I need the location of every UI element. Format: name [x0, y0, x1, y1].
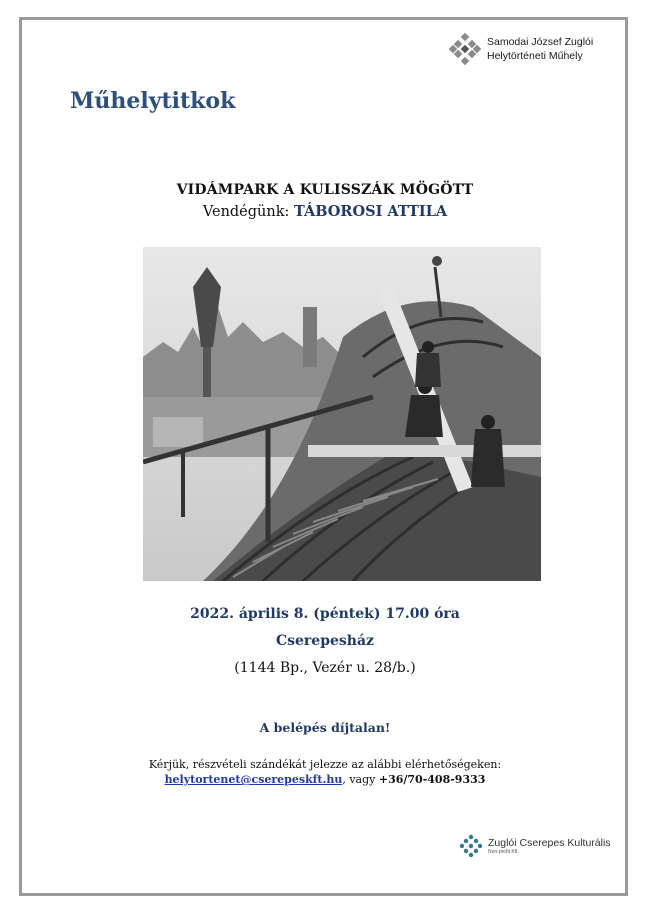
org-footer [459, 834, 611, 858]
page-title: Műhelytitkok [70, 88, 236, 114]
org-name-line1: Samodai József Zuglói [487, 36, 594, 48]
free-entry-notice: A belépés díjtalan! [259, 720, 391, 735]
guest-prefix: Vendégünk: [202, 204, 295, 220]
contact-details [0, 773, 650, 786]
footer-org-sub: Non-profit Kft. [488, 848, 519, 855]
guest-line [0, 203, 650, 220]
phone-number: +36/70-408-9333 [378, 773, 486, 786]
event-headline: VIDÁMPARK A KULISSZÁK MÖGÖTT [176, 182, 474, 198]
email-link[interactable]: helytortenet@cserepeskft.hu [164, 773, 343, 786]
guest-name: TÁBOROSI ATTILA [294, 203, 448, 220]
event-date: 2022. április 8. (péntek) 17.00 óra [190, 606, 460, 622]
event-address: (1144 Bp., Vezér u. 28/b.) [234, 660, 416, 676]
diamond-dots-logo-icon [448, 32, 482, 66]
org-name-line2: Helytörténeti Műhely [487, 50, 583, 62]
footer-org-name: Zuglói Cserepes Kulturális [488, 836, 611, 849]
org-header [448, 32, 593, 66]
event-venue: Cserepesház [276, 633, 374, 649]
event-photo [143, 247, 541, 581]
contact-intro: Kérjük, részvételi szándékát jelezze az alábbi elérhetőségeken: [148, 758, 502, 771]
cross-dots-logo-icon [459, 834, 483, 858]
contact-separator: , vagy [342, 773, 379, 786]
